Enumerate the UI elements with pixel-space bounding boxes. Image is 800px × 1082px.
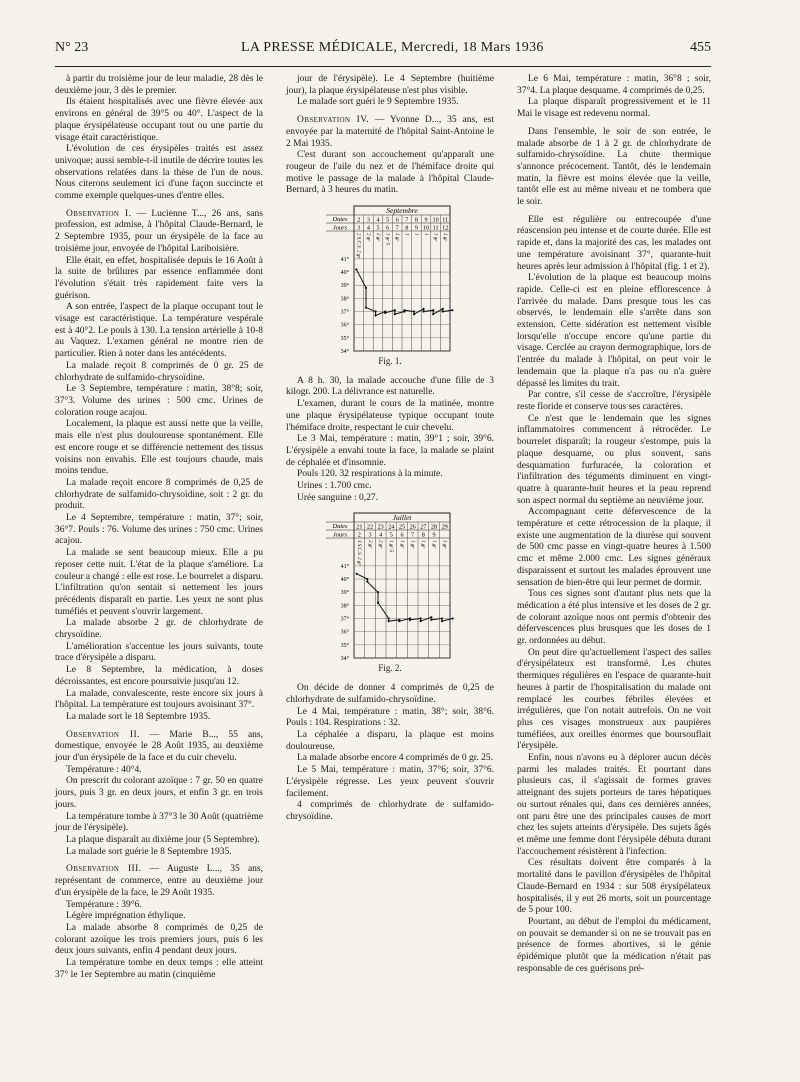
temperature-point bbox=[430, 617, 432, 619]
day-tick: 5 bbox=[376, 224, 380, 232]
observation-heading: Observation III. bbox=[66, 864, 142, 875]
temperature-line bbox=[356, 269, 452, 315]
dates-label: Dates bbox=[332, 216, 348, 224]
temp-tick: 38° bbox=[340, 603, 349, 610]
paragraph: On décide de donner 4 comprimés de 0,25 de chlorhydrate de sulfamido-chrysoïdine. bbox=[286, 683, 494, 705]
paragraph: L'amélioration s'accentue les jours suivants, toute trace d'érysipèle a disparu. bbox=[55, 641, 263, 664]
column-1 bbox=[55, 74, 263, 981]
paragraph: A son entrée, l'aspect de la plaque occupant tout le visage est caractéristique. La température vespérale est à 40°2. Le pouls à 130. La tension artérielle à 10-8 au Vaquez. L'examen général ne montre rien de particulier. Rien à noter dans les antécédents. bbox=[55, 302, 263, 360]
day-tick: 8 bbox=[421, 531, 425, 539]
date-tick: 6 bbox=[395, 216, 399, 224]
date-tick: 2 bbox=[357, 216, 361, 224]
temperature-point bbox=[442, 310, 444, 312]
date-tick: 5 bbox=[386, 216, 390, 224]
temperature-point bbox=[432, 313, 434, 315]
temperature-point bbox=[442, 308, 444, 310]
issue-number: N° 23 bbox=[55, 40, 89, 55]
temperature-point bbox=[413, 313, 415, 315]
dose-annotation: 1 gr bbox=[398, 540, 404, 549]
temp-tick: 37° bbox=[340, 309, 349, 316]
temperature-point bbox=[388, 618, 390, 620]
paragraph: La plaque disparaît progressivement et le 11 Mai le visage est redevenu normal. bbox=[517, 97, 711, 120]
paragraph: à partir du troisième jour de leur maladie, 28 dès le deuxième jour, 3 dès le premier. bbox=[55, 74, 263, 96]
fig-1-caption: Fig. 1. bbox=[378, 356, 402, 367]
dose-annotation: 1 gr 5 bbox=[388, 540, 394, 553]
paragraph: On peut dire qu'actuellement l'aspect des salles d'érysipélateux est transformé. Les chutes thermiques régulières en l'espace de quarante-huit heures à partir de l'hospitalisation du malade ont remplacé les courbes fébriles élevées et irrégulières, que l'on notait autrefois. On ne voit plus ces visages monstrueux aux paupières tuméfiées, aux oreilles énormes que boursouflait l'érysipèle. bbox=[517, 647, 711, 752]
day-tick: 10 bbox=[422, 224, 430, 232]
paragraph: Le 6 Mai, température : matin, 36°8 ; soir, 37°4. La plaque desquame. 4 comprimés de 0,25. bbox=[517, 74, 711, 96]
date-tick: 4 bbox=[376, 216, 380, 224]
paragraph: Observation IV. — Yvonne D..., 35 ans, est envoyée par la maternité de l'hôpital Saint-Antoine le 2 Mai 1935. bbox=[286, 115, 494, 149]
dose-annotation: 2 gr bbox=[374, 233, 380, 242]
paragraph: Ils étaient hospitalisés avec une fièvre élevée aux environs en général de 39°5 ou 40°. L'aspect de la plaque érysipélateuse occupant tout ou une partie du visage était caractéristique. bbox=[55, 97, 263, 143]
dose-annotation: 1 bbox=[422, 233, 428, 236]
dose-annotation: 1 gr bbox=[432, 233, 438, 242]
day-tick: 4 bbox=[379, 531, 383, 539]
dose-annotation: 2 gr bbox=[377, 540, 383, 549]
day-tick: 3 bbox=[357, 224, 361, 232]
paragraph: Température : 40°4. bbox=[66, 764, 142, 775]
column-2 bbox=[286, 74, 494, 824]
paragraph: La malade sort le 18 Septembre 1935. bbox=[66, 711, 211, 722]
date-tick: 25 bbox=[398, 523, 406, 531]
paragraph: Elle est régulière ou entrecoupée d'une réascension peu intense et de courte durée. Elle est rapide et, dans la majorité des cas, les malades ont une température avoisinant 37°, quarante-huit heures après leur admission à l'hôpital (fig. 1 et 2). bbox=[517, 214, 711, 272]
paragraph: Elle était, en effet, hospitalisée depuis le 16 Août à la suite de brûlures par essence enflammée dont l'évolution s'était très rapidement faite vers la guérison. bbox=[55, 255, 263, 301]
temperature-point bbox=[366, 578, 368, 580]
temp-tick: 35° bbox=[340, 643, 349, 650]
day-tick: 2 bbox=[357, 531, 361, 539]
temperature-point bbox=[365, 307, 367, 309]
dose-annotation: 1 gr bbox=[409, 540, 415, 549]
page-header bbox=[55, 40, 711, 62]
day-tick: 9 bbox=[432, 531, 436, 539]
paragraph: La plaque disparaît au dixième jour (5 Septembre). bbox=[66, 835, 260, 845]
journal-title: LA PRESSE MÉDICALE, Mercredi, 18 Mars 1936 bbox=[241, 40, 544, 55]
date-tick: 24 bbox=[388, 523, 395, 531]
day-tick: 4 bbox=[366, 224, 370, 232]
date-tick: 23 bbox=[377, 523, 384, 531]
temperature-point bbox=[366, 581, 368, 583]
fig-2-caption: Fig. 2. bbox=[378, 663, 402, 674]
dose-annotation: 1 gr 5 bbox=[384, 233, 390, 245]
temperature-point bbox=[356, 573, 358, 575]
column-2-top bbox=[286, 74, 494, 197]
dose-annotation: 2 gr bbox=[365, 233, 371, 242]
dose-annotation: 1 gr bbox=[420, 540, 426, 549]
temperature-point bbox=[430, 619, 432, 621]
paragraph: La température tombe en deux temps : elle atteint 37° le 1er Septembre au matin (cinquième bbox=[55, 958, 263, 980]
temperature-point bbox=[432, 309, 434, 311]
date-tick: 11 bbox=[442, 216, 449, 224]
paragraph: Urée sanguine : 0,27. bbox=[297, 492, 378, 503]
paragraph: Le malade sort guéri le 9 Septembre 1935. bbox=[297, 97, 459, 108]
paragraph: La malade reçoit 8 comprimés de 0 gr. 25 de chlorhydrate de sulfamido-chrysoïdine. bbox=[55, 360, 263, 383]
date-tick: 28 bbox=[430, 523, 438, 531]
temperature-point bbox=[398, 621, 400, 623]
temp-tick: 37° bbox=[340, 616, 349, 623]
date-tick: 27 bbox=[420, 523, 427, 531]
dose-annotation: 1 gr bbox=[394, 233, 400, 242]
dose-annotation: 1 bbox=[403, 233, 409, 236]
temp-tick: 38° bbox=[340, 296, 349, 303]
paragraph: La malade absorbe 8 comprimés de 0,25 de colorant azoïque les trois premiers jours, puis 6 les deux jours suivants, enfin 4 pendant deux jours. bbox=[55, 922, 263, 957]
temp-tick: 39° bbox=[340, 283, 349, 290]
dose-annotation: 2 gr bbox=[366, 540, 372, 549]
temperature-point bbox=[377, 602, 379, 604]
temperature-point bbox=[452, 618, 454, 620]
paragraph: L'évolution de ces érysipèles traités est assez univoque; aussi semble-t-il inutile de décrire toutes les observations relatées dans la thèse de l'un de nous. Nous citerons seulement ici d'une façon succincte et comme exemple quelques-unes d'entre elles. bbox=[55, 144, 263, 202]
temperature-line bbox=[357, 574, 453, 621]
temp-tick: 35° bbox=[340, 335, 349, 342]
observation-heading: Observation I. bbox=[66, 208, 132, 219]
paragraph: Le 5 Mai, température : matin, 37°6; soir, 37°6. L'érysipèle régresse. Les yeux peuvent s'ouvrir facilement. bbox=[286, 765, 494, 799]
fig-1-temperature-chart bbox=[324, 205, 454, 353]
paragraph: L'évolution de la plaque est beaucoup moins rapide. Celle-ci est en pleine efflorescence à l'arrivée du malade. Dans presque tous les cas observés, le lendemain elle s'arrête dans son extension. Cette sidération est nettement visible lorsqu'elle n'occupe encore qu'une partie du visage. Cerclée au crayon dermographique, lors de l'entrée du malade à l'hôpital, on peut voir le lendemain que la plaque n'a pas ou n'a guère dépassé les limites du trait. bbox=[517, 273, 711, 389]
date-tick: 26 bbox=[409, 523, 416, 531]
dose-annotation: 1 gr bbox=[441, 540, 447, 549]
paragraph: La malade sort guérie le 8 Septembre 1935. bbox=[66, 846, 232, 857]
paragraph: jour de l'érysipèle). Le 4 Septembre (huitième jour), la plaque érysipélateuse n'est plus visible. bbox=[286, 74, 494, 96]
temperature-point bbox=[420, 618, 422, 620]
date-tick: 10 bbox=[432, 216, 439, 224]
dose-annotation: 1 bbox=[413, 233, 419, 236]
temperature-point bbox=[365, 287, 367, 289]
paragraph: C'est durant son accouchement qu'apparaît une rougeur de l'aile du nez et de l'hémiface droite qui motive le passage de la malade à l'hôpital Claude-Bernard, à 3 heures du matin. bbox=[286, 150, 494, 196]
temperature-point bbox=[451, 309, 453, 311]
day-tick: 9 bbox=[414, 224, 418, 232]
paragraph: Le 8 Septembre, la médication, à doses décroissantes, est encore poursuivie jusqu'au 12. bbox=[55, 665, 263, 687]
paragraph: Le 4 Septembre, température : matin, 37°; soir, 36°7. Pouls : 76. Volume des urines : 750 cmc. Urines acajou. bbox=[55, 513, 263, 547]
temperature-point bbox=[413, 310, 415, 312]
day-tick: 12 bbox=[442, 224, 449, 232]
temperature-point bbox=[375, 314, 377, 316]
paragraph: Urines : 1.700 cmc. bbox=[297, 481, 372, 492]
temp-tick: 36° bbox=[340, 630, 349, 637]
observation-heading: Observation II. bbox=[66, 729, 140, 740]
observation-heading: Observation IV. bbox=[297, 115, 370, 126]
date-tick: 7 bbox=[405, 216, 409, 224]
day-tick: 5 bbox=[389, 531, 393, 539]
paragraph: La malade absorbe encore 4 comprimés de 0 gr. 25. bbox=[297, 753, 493, 764]
paragraph: Ces résultats doivent être comparés à la mortalité dans le pavillon d'érysipèles de l'hôpital Claude-Bernard en 1934 : sur 508 érysipélateux hospitalisés, il y eut 26 morts, soit un pourcentage de 5 pour 100. bbox=[517, 858, 711, 916]
temp-tick: 39° bbox=[340, 590, 349, 597]
temp-tick: 36° bbox=[340, 322, 349, 329]
temperature-point bbox=[423, 310, 425, 312]
paragraph: Observation III. — Auguste L..., 35 ans, représentant de commerce, entre au deuxième jour d'un érysipèle de la face, le 29 Août 1935. bbox=[55, 864, 263, 898]
temp-tick: 40° bbox=[340, 577, 349, 584]
dose-annotation: 2 S.C.S. 2 gr bbox=[355, 233, 361, 259]
date-tick: 8 bbox=[414, 216, 418, 224]
temp-tick: 40° bbox=[340, 270, 349, 277]
temperature-point bbox=[375, 310, 377, 312]
temperature-point bbox=[388, 621, 390, 623]
page-number: 455 bbox=[690, 40, 711, 55]
date-tick: 29 bbox=[441, 523, 448, 531]
dates-label: Dates bbox=[332, 523, 348, 531]
day-tick: 8 bbox=[405, 224, 409, 232]
column-3 bbox=[517, 74, 711, 975]
temperature-point bbox=[441, 621, 443, 623]
date-tick: 3 bbox=[366, 216, 370, 224]
paragraph: La température tombe à 37°3 le 30 Août (quatrième jour de l'érysipèle). bbox=[55, 811, 263, 834]
temp-tick: 34° bbox=[340, 656, 349, 661]
temperature-point bbox=[423, 308, 425, 310]
paragraph: Observation II. — Marie B..., 55 ans, domestique, envoyée le 28 Août 1935, au deuxième jour d'un érysipèle de la face et du cuir chevelu. bbox=[55, 729, 263, 764]
paragraph: Le 4 Mai, température : matin, 38°; soir, 38°6. Pouls : 104. Respirations : 32. bbox=[286, 706, 494, 729]
temperature-point bbox=[355, 268, 357, 270]
paragraph: Ce n'est que le lendemain que les signes inflammatoires commencent à rétrocéder. Le bourrelet disparaît; la rougeur s'estompe, puis la plaque desquame, ou plus souvent, sans desquamation furfuracée, la coloration et l'infiltration des téguments diminuent en vingt-quatre à quarante-huit heures et la peau reprend son aspect normal du septième au neuvième jour. bbox=[517, 413, 711, 506]
temperature-point bbox=[441, 618, 443, 620]
date-tick: 9 bbox=[424, 216, 428, 224]
dose-annotation: 1 gr bbox=[442, 233, 448, 242]
paragraph: L'examen, durant le cours de la matinée, montre une plaque érysipélateuse typique occupant toute l'hémiface droite, respectant le cuir chevelu. bbox=[286, 399, 494, 433]
temperature-point bbox=[409, 619, 411, 621]
days-label: Jours bbox=[332, 224, 348, 232]
day-tick: 11 bbox=[432, 224, 439, 232]
day-tick: 6 bbox=[386, 224, 390, 232]
dose-annotation: 1 gr bbox=[430, 540, 436, 549]
temperature-point bbox=[394, 309, 396, 311]
paragraph: Tous ces signes sont d'autant plus nets que la médication a été plus intensive et les doses de 2 gr. de colorant azoïque nous ont permis d'obtenir des défervescences plus brusques que les doses de 1 gr. ordonnées au début. bbox=[517, 589, 711, 647]
day-tick: 7 bbox=[395, 224, 399, 232]
date-tick: 21 bbox=[356, 523, 363, 531]
days-label: Jours bbox=[332, 531, 348, 539]
temperature-point bbox=[377, 592, 379, 594]
paragraph: La malade absorbe 2 gr. de chlorhydrate de chrysoïdine. bbox=[55, 618, 263, 641]
temperature-point bbox=[384, 312, 386, 314]
temperature-point bbox=[420, 621, 422, 623]
paragraph: Légère imprégnation éthylique. bbox=[66, 911, 186, 922]
paragraph: Le 3 Mai, température : matin, 39°1 ; soir, 39°6. L'érysipèle a envahi toute la face, la malade se plaint de céphalée et d'insomnie. bbox=[286, 434, 494, 468]
day-tick: 3 bbox=[368, 531, 372, 539]
paragraph: 4 comprimés de chlorhydrate de sulfamido-chrysoïdine. bbox=[286, 800, 494, 822]
day-tick: 7 bbox=[411, 531, 415, 539]
temperature-point bbox=[403, 309, 405, 311]
paragraph: A 8 h. 30, la malade accouche d'une fille de 3 kilogr. 200. La délivrance est naturelle. bbox=[286, 375, 494, 398]
header-rule bbox=[55, 66, 711, 67]
paragraph: La malade se sent beaucoup mieux. Elle a pu reposer cette nuit. L'état de la plaque s'améliore. La couleur a changé : elle est rose. Le bourrelet a disparu. L'infiltration qu'on sentait si nettement les jours précédents disparaît en partie. Les yeux ne sont plus tuméfiés et peuvent s'ouvrir largement. bbox=[55, 548, 263, 617]
paragraph: Dans l'ensemble, le soir de son entrée, le malade absorbe de 1 à 2 gr. de chlorhydrate de sulfamido-chrysoïdine. La chute thermique s'annonce précocement. Tantôt, dès le lendemain matin, la fièvre est moins élevée que la veille, tantôt elle est au même niveau et ne tombera que le soir. bbox=[517, 126, 711, 208]
chart-month: Juillet bbox=[392, 513, 412, 523]
day-tick: 6 bbox=[400, 531, 404, 539]
paragraph: Par contre, s'il cesse de s'accroître, l'érysipèle reste floride et conserve tous ses caractères. bbox=[517, 390, 711, 412]
paragraph: Observation I. — Lucienne T..., 26 ans, sans profession, est admise, à l'hôpital Claude-Bernard, le 2 Septembre 1935, pour un érysipèle de la face au troisième jour, envoyée de l'hôpital Lariboisière. bbox=[55, 208, 263, 254]
paragraph: La malade, convalescente, reste encore six jours à l'hôpital. La température est toujours avoisinant 37°. bbox=[55, 688, 263, 711]
paragraph: Enfin, nous n'avons eu à déplorer aucun décès parmi les malades traités. Et pourtant dans plusieurs cas, il s'agissait de formes graves atteignant des sujets porteurs de tares hépatiques ou surtout rénales qui, dans ces dernières années, ont paru être une des principales causes de mort chez les sujets atteints d'érysipèle. Des sujets âgés et même une femme dont l'érysipèle débuta durant l'accouchement résistèrent à l'infection. bbox=[517, 753, 711, 857]
temp-tick: 41° bbox=[340, 564, 349, 571]
chart-month: Septembre bbox=[386, 206, 418, 216]
paragraph: La céphalée a disparu, la plaque est moins douloureuse. bbox=[286, 729, 494, 752]
paragraph: On prescrit du colorant azoïque : 7 gr. 50 en quatre jours, puis 3 gr. en deux jours, et enfin 3 gr. en trois jours. bbox=[55, 776, 263, 810]
dose-annotation: 3 S.C.S. 2 gr bbox=[356, 540, 362, 566]
paragraph: Le 3 Septembre, température : matin, 38°8; soir, 37°3. Volume des urines : 500 cmc. Urines de coloration rouge acajou. bbox=[55, 384, 263, 418]
paragraph: Pouls 120. 32 respirations à la minute. bbox=[297, 469, 443, 480]
paragraph: La malade reçoit encore 8 comprimés de 0,25 de chlorhydrate de sulfamido-chrysoïdine, soit : 2 gr. du produit. bbox=[55, 477, 263, 512]
date-tick: 22 bbox=[366, 523, 374, 531]
paragraph: Accompagnant cette défervescence de la température et cette rétrocession de la plaque, il existe une augmentation de la diurèse qui souvent de 500 cmc passe en vingt-quatre heures à 1.500 cmc et même 2.000 cmc. Les signes généraux disparaissent et surtout les malades éprouvent une sensation de bien-être qui leur permet de dormir. bbox=[517, 507, 711, 588]
paragraph: Température : 39°6. bbox=[66, 899, 142, 910]
column-2-middle bbox=[286, 376, 494, 505]
temp-tick: 41° bbox=[340, 256, 349, 263]
temp-tick: 34° bbox=[340, 349, 349, 354]
paragraph: Pourtant, au début de l'emploi du médicament, on pouvait se demander si on ne se trouvait pas en présence de formes abortives, si le génie épidémique plutôt que la médication n'était pas responsable de ces guérisons pré- bbox=[517, 916, 711, 974]
paragraph: Localement, la plaque est aussi nette que la veille, mais elle n'est plus douloureuse spontanément. Elle est encore rouge et se différencie nettement des tissus voisins non envahis. Elle est toujours chaude, mais moins tendue. bbox=[55, 419, 263, 477]
temperature-point bbox=[394, 313, 396, 315]
column-2-bottom bbox=[286, 683, 494, 823]
fig-2-temperature-chart bbox=[324, 512, 454, 660]
